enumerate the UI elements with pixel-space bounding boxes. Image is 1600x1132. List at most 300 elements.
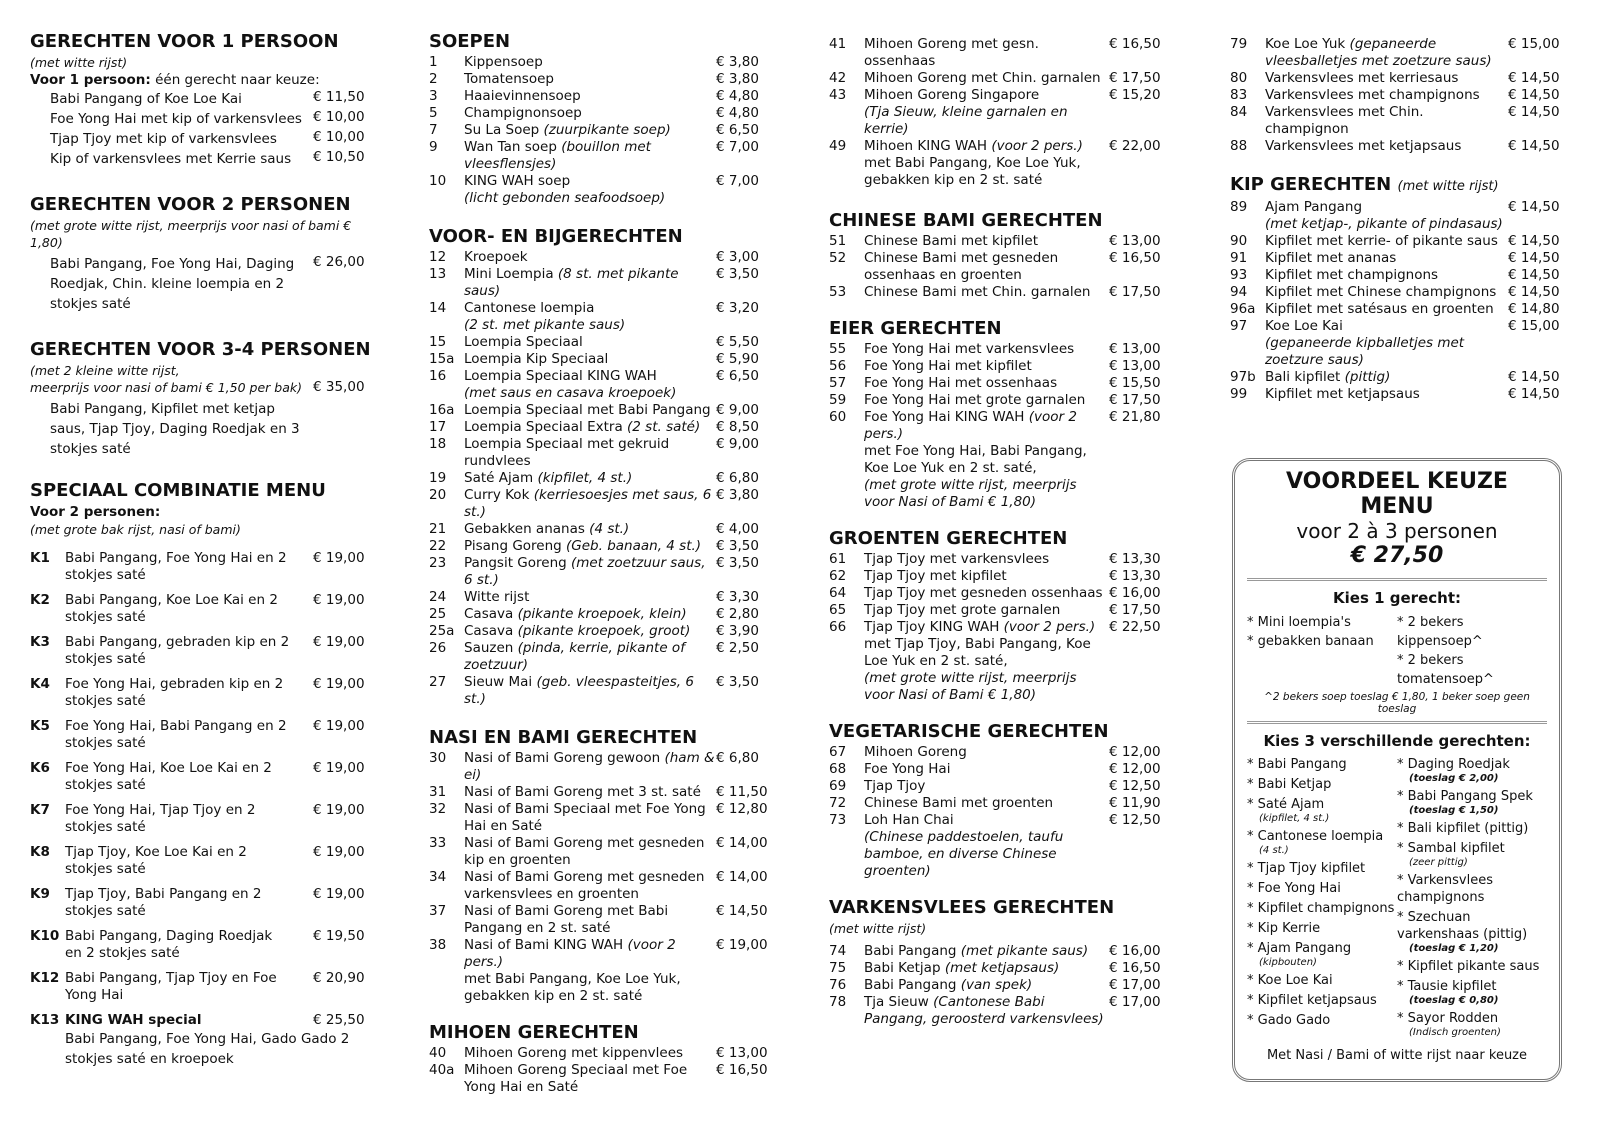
- item-price: € 19,00: [716, 937, 768, 953]
- menu-item[interactable]: [429, 54, 771, 71]
- option[interactable]: * Mini loempia's: [1247, 615, 1351, 630]
- item-number: 9: [429, 139, 438, 155]
- menu-item[interactable]: [429, 487, 771, 521]
- item-number: 97b: [1230, 369, 1256, 385]
- item-number: 27: [429, 674, 447, 690]
- item-number: [429, 385, 464, 402]
- item-description: met Foe Yong Hai, Babi Pangang, Koe Loe Yuk en 2 st. saté,: [864, 443, 1087, 476]
- combi-item[interactable]: [30, 760, 375, 794]
- menu-item[interactable]: [829, 36, 1171, 70]
- menu-item[interactable]: [429, 589, 771, 606]
- item-number: 49: [829, 138, 847, 154]
- item-price: € 4,80: [716, 105, 759, 121]
- dish-option[interactable]: * Koe Loe Kai: [1247, 973, 1333, 988]
- item-price: [1508, 216, 1570, 233]
- section-title: NASI EN BAMI GERECHTEN: [429, 727, 698, 748]
- menu-item[interactable]: [429, 300, 771, 317]
- item-name: Kipfilet met champignons: [1265, 267, 1439, 283]
- menu-item[interactable]: [829, 233, 1171, 250]
- item-note: (met ketjap-, pikante of pindasaus): [1265, 216, 1503, 232]
- dish-options: [1247, 756, 1547, 1042]
- menu-item[interactable]: [30, 109, 375, 129]
- section-1-person: [30, 30, 375, 169]
- dish-option[interactable]: * Babi Pangang: [1247, 757, 1347, 772]
- item-price: € 14,50: [1508, 138, 1560, 154]
- menu-item[interactable]: [429, 521, 771, 538]
- menu-item[interactable]: [429, 869, 771, 903]
- item-price: € 7,00: [716, 139, 759, 155]
- combi-item[interactable]: [30, 844, 375, 878]
- item-number: [1230, 216, 1265, 233]
- item-number: 34: [429, 869, 447, 885]
- item-name: Foe Yong Hai met ossenhaas: [864, 375, 1058, 391]
- item-name: Babi Pangang (van spek): [864, 977, 1033, 993]
- item-price: € 14,50: [1508, 267, 1560, 283]
- item-name: Babi Pangang, Kipfilet met ketjap saus, Tjap Tjoy, Daging Roedjak en 3 stokjes saté: [50, 401, 300, 457]
- item-price: € 14,80: [1508, 301, 1560, 317]
- item-note: (bouillon met vleesflensjes): [464, 139, 651, 172]
- menu-item[interactable]: [429, 173, 771, 190]
- item-price: € 19,00: [313, 550, 365, 566]
- item-name: Tjap Tjoy met varkensvlees: [864, 551, 1050, 567]
- menu-item[interactable]: [829, 341, 1171, 358]
- item-price: € 16,50: [1109, 36, 1161, 52]
- menu-item[interactable]: [30, 149, 375, 169]
- item-number: 94: [1230, 284, 1248, 300]
- item-name: Foe Yong Hai, Koe Loe Kai en 2 stokjes saté: [65, 760, 272, 793]
- menu-item[interactable]: [429, 801, 771, 835]
- item-number: 91: [1230, 250, 1248, 266]
- combi-item[interactable]: [30, 676, 375, 710]
- item-name: Varkensvlees met champignons: [1265, 87, 1480, 103]
- item-name: Foe Yong Hai: [864, 761, 951, 777]
- dish-option[interactable]: * Foe Yong Hai: [1247, 881, 1341, 896]
- item-name: Kipfilet met ananas: [1265, 250, 1397, 266]
- menu-item[interactable]: [429, 555, 771, 589]
- menu-item[interactable]: [429, 640, 771, 674]
- item-price: [716, 385, 771, 402]
- menu-item[interactable]: [30, 89, 375, 109]
- option[interactable]: * 2 bekers kippensoep^: [1397, 615, 1483, 649]
- item-number: 37: [429, 903, 447, 919]
- dish-option[interactable]: * Babi Ketjap: [1247, 777, 1332, 792]
- item-name: Witte rijst: [464, 589, 530, 605]
- dish-option[interactable]: * Saté Ajam (kipfilet, 4 st.): [1247, 796, 1397, 825]
- item-price: € 14,50: [1508, 386, 1560, 402]
- item-price: [1508, 335, 1570, 369]
- item-name: Varkensvlees met Chin. champignon: [1265, 104, 1424, 137]
- item-price: € 13,00: [1109, 358, 1161, 374]
- item-name: Babi Pangang, gebraden kip en 2 stokjes saté: [65, 634, 290, 667]
- item-number: 16a: [429, 402, 455, 418]
- menu-item[interactable]: [829, 284, 1171, 301]
- item-name: Nasi of Bami Speciaal met Foe Yong Hai en Saté: [464, 801, 706, 834]
- item-price: € 3,50: [716, 674, 759, 690]
- menu-item[interactable]: [829, 602, 1171, 619]
- item-number: [829, 104, 864, 138]
- dish-option[interactable]: * Szechuan varkenshaas (pittig) (toeslag € 1,20): [1397, 909, 1547, 955]
- menu-item[interactable]: [429, 139, 771, 173]
- item-price: € 10,00: [313, 129, 365, 145]
- item-price: € 12,00: [1109, 761, 1161, 777]
- menu-item[interactable]: [429, 538, 771, 555]
- item-price: [1109, 104, 1171, 138]
- item-name: Mihoen Goreng: [864, 744, 967, 760]
- menu-item[interactable]: [1230, 335, 1570, 369]
- menu-item[interactable]: [1230, 386, 1570, 403]
- dish-option[interactable]: * Varkensvlees champignons: [1397, 873, 1493, 905]
- item-number: 40: [429, 1045, 447, 1061]
- menu-item[interactable]: [829, 761, 1171, 778]
- menu-item[interactable]: [1230, 36, 1570, 70]
- item-number: 83: [1230, 87, 1248, 103]
- item-number: 1: [429, 54, 438, 70]
- supplement-note: ^2 bekers soep toeslag € 1,80, 1 beker soep geen toeslag: [1264, 691, 1530, 715]
- item-price: € 12,80: [716, 801, 768, 817]
- item-number: 69: [829, 778, 847, 794]
- item-number: 15: [429, 334, 447, 350]
- menu-item[interactable]: [429, 385, 771, 402]
- item-number: 56: [829, 358, 847, 374]
- item-name: Tjap Tjoy met kipfilet: [864, 568, 1007, 584]
- menu-item[interactable]: [429, 784, 771, 801]
- menu-item[interactable]: [30, 254, 375, 314]
- combi-item[interactable]: [30, 550, 375, 584]
- item-number: 22: [429, 538, 447, 554]
- menu-item[interactable]: [1230, 267, 1570, 284]
- menu-item[interactable]: [429, 351, 771, 368]
- item-name: Mihoen KING WAH (voor 2 pers.): [864, 138, 1083, 154]
- item-name: Loempia Speciaal KING WAH: [464, 368, 657, 384]
- item-price: € 19,00: [313, 592, 365, 608]
- box-title: VOORDEEL KEUZE MENU: [1286, 469, 1508, 519]
- combi-item[interactable]: [30, 634, 375, 668]
- combi-item[interactable]: [30, 592, 375, 626]
- menu-item[interactable]: [829, 585, 1171, 602]
- item-number: 62: [829, 568, 847, 584]
- option[interactable]: * 2 bekers tomatensoep^: [1397, 653, 1494, 687]
- item-name: [864, 104, 1109, 138]
- item-note: (2 st. saté): [627, 419, 701, 435]
- menu-list: [1230, 199, 1570, 403]
- item-note: (geb. vleespasteitjes, 6 st.): [464, 674, 694, 707]
- menu-item[interactable]: [429, 1062, 771, 1096]
- menu-item[interactable]: [829, 104, 1171, 138]
- menu-item[interactable]: [429, 937, 771, 971]
- item-price: € 15,00: [1508, 36, 1560, 52]
- item-name: Su La Soep (zuurpikante soep): [464, 122, 671, 138]
- item-price: € 7,00: [716, 173, 759, 189]
- menu-item[interactable]: [829, 250, 1171, 284]
- item-number: 14: [429, 300, 447, 316]
- item-name: Haaievinnensoep: [464, 88, 581, 104]
- item-number: 78: [829, 994, 847, 1010]
- item-price: € 14,50: [1508, 233, 1560, 249]
- item-name: Babi Pangang, Daging Roedjak en 2 stokjes saté: [65, 928, 273, 961]
- item-price: € 25,50: [313, 1012, 365, 1028]
- menu-item[interactable]: [429, 368, 771, 385]
- dish-option[interactable]: * Ajam Pangang (kipbouten): [1247, 940, 1397, 969]
- dish-option[interactable]: * Daging Roedjak (toeslag € 2,00): [1397, 756, 1547, 785]
- menu-item[interactable]: [829, 551, 1171, 568]
- item-name: Nasi of Bami Goreng met 3 st. saté: [464, 784, 701, 800]
- menu-item[interactable]: [1230, 250, 1570, 267]
- menu-item[interactable]: [829, 409, 1171, 443]
- section-note: (met witte rijst): [829, 921, 927, 936]
- item-price: € 12,50: [1109, 812, 1161, 828]
- menu-item[interactable]: [429, 71, 771, 88]
- item-price: € 10,00: [313, 109, 365, 125]
- section-title: VEGETARISCHE GERECHTEN: [829, 721, 1109, 742]
- item-price: € 3,80: [716, 487, 759, 503]
- menu-item[interactable]: [429, 903, 771, 937]
- item-note: (voor 2 pers.): [864, 409, 1077, 442]
- menu-item[interactable]: [1230, 233, 1570, 250]
- item-description: met Tjap Tjoy, Babi Pangang, Koe Loe Yuk en 2 st. saté,: [864, 636, 1091, 669]
- item-price: € 3,20: [716, 300, 759, 316]
- menu-item[interactable]: [1230, 199, 1570, 216]
- menu-item[interactable]: [1230, 301, 1570, 318]
- voordeel-menu-box: [1232, 458, 1562, 1082]
- menu-item[interactable]: [829, 977, 1171, 994]
- combi-item[interactable]: [30, 1012, 375, 1029]
- menu-item[interactable]: [429, 470, 771, 487]
- menu-item[interactable]: [429, 1045, 771, 1062]
- menu-item[interactable]: [829, 795, 1171, 812]
- menu-item[interactable]: [829, 358, 1171, 375]
- item-name: Nasi of Bami Goreng met gesneden kip en groenten: [464, 835, 705, 868]
- combi-item[interactable]: [30, 970, 375, 1004]
- menu-item[interactable]: [829, 87, 1171, 104]
- menu-item[interactable]: [829, 375, 1171, 392]
- item-number: 65: [829, 602, 847, 618]
- menu-item[interactable]: [829, 70, 1171, 87]
- item-price: € 17,50: [1109, 284, 1161, 300]
- item-name: Loempia Speciaal met Babi Pangang: [464, 402, 711, 418]
- item-price: € 13,30: [1109, 551, 1161, 567]
- menu-item[interactable]: [429, 436, 771, 470]
- combi-item[interactable]: [30, 802, 375, 836]
- menu-item[interactable]: [429, 623, 771, 640]
- box-footer: Met Nasi / Bami of witte rijst naar keuze: [1266, 1048, 1528, 1063]
- item-name: Tjap Tjoy met gesneden ossenhaas: [864, 585, 1103, 601]
- menu-item[interactable]: [829, 138, 1171, 155]
- menu-item[interactable]: [1230, 70, 1570, 87]
- item-name: Chinese Bami met groenten: [864, 795, 1054, 811]
- menu-item[interactable]: [829, 778, 1171, 795]
- item-name: Mihoen Goreng Speciaal met Foe Yong Hai en Saté: [464, 1062, 688, 1095]
- menu-item[interactable]: [829, 619, 1171, 636]
- item-price: € 35,00: [313, 379, 365, 395]
- item-number: 42: [829, 70, 847, 86]
- item-name: Pisang Goreng (Geb. banaan, 4 st.): [464, 538, 702, 554]
- item-number: 53: [829, 284, 847, 300]
- item-note: (met saus en casava kroepoek): [464, 385, 677, 401]
- menu-item[interactable]: [1230, 87, 1570, 104]
- item-price: € 19,00: [313, 676, 365, 692]
- item-price: € 14,00: [716, 869, 768, 885]
- item-name: Mihoen Goreng Singapore: [864, 87, 1040, 103]
- item-price: € 14,00: [716, 835, 768, 851]
- item-name: Curry Kok (kerriesoesjes met saus, 6 st.): [464, 487, 712, 520]
- item-number: 5: [429, 105, 438, 121]
- menu-item[interactable]: [429, 266, 771, 300]
- dish-note: (Indisch groenten): [1409, 1027, 1501, 1038]
- item-number: 15a: [429, 351, 455, 367]
- dish-option[interactable]: * Kipfilet pikante saus: [1397, 959, 1540, 974]
- item-name: Foe Yong Hai met kip of varkensvlees: [50, 111, 302, 127]
- item-price: € 13,00: [716, 1045, 768, 1061]
- menu-item[interactable]: [829, 155, 1171, 189]
- dish-option[interactable]: * Gado Gado: [1247, 1013, 1331, 1028]
- item-description: (met grote witte rijst, meerprijs voor Nasi of Bami € 1,80): [864, 670, 1077, 703]
- item-number: 84: [1230, 104, 1248, 120]
- item-price: € 13,00: [1109, 341, 1161, 357]
- menu-item[interactable]: [829, 392, 1171, 409]
- menu-item[interactable]: [429, 750, 771, 784]
- menu-list: [429, 750, 771, 971]
- item-name: [464, 385, 716, 402]
- item-price: € 12,50: [1109, 778, 1161, 794]
- item-number: 26: [429, 640, 447, 656]
- combi-item[interactable]: [30, 718, 375, 752]
- item-price: € 11,50: [313, 89, 365, 105]
- dish-option[interactable]: * Kip Kerrie: [1247, 921, 1321, 936]
- item-price: € 10,50: [313, 149, 365, 165]
- item-price: € 8,50: [716, 419, 759, 435]
- dish-option[interactable]: * Babi Pangang Spek (toeslag € 1,50): [1397, 788, 1547, 817]
- menu-item[interactable]: [429, 105, 771, 122]
- item-number: 55: [829, 341, 847, 357]
- menu-item[interactable]: [829, 744, 1171, 761]
- item-number: 32: [429, 801, 447, 817]
- dish-option[interactable]: * Bali kipfilet (pittig): [1397, 821, 1529, 836]
- menu-item[interactable]: [30, 129, 375, 149]
- item-price: € 16,50: [1109, 250, 1161, 266]
- item-name: Nasi of Bami KING WAH (voor 2 pers.): [464, 937, 676, 970]
- item-price: € 15,00: [1508, 318, 1560, 334]
- menu-item[interactable]: [1230, 216, 1570, 233]
- item-number: 33: [429, 835, 447, 851]
- item-name: Kipfilet met ketjapsaus: [1265, 386, 1420, 402]
- menu-list: [30, 89, 375, 169]
- item-number: 20: [429, 487, 447, 503]
- section-nasi: [429, 726, 771, 1005]
- item-price: € 3,50: [716, 538, 759, 554]
- menu-item[interactable]: [429, 402, 771, 419]
- section-note: (met grote witte rijst, meerprijs voor nasi of bami € 1,80): [30, 218, 352, 250]
- item-name: Kipfilet met Chinese champignons: [1265, 284, 1497, 300]
- menu-item[interactable]: [429, 334, 771, 351]
- menu-item[interactable]: [30, 379, 375, 396]
- item-number: 99: [1230, 386, 1248, 402]
- item-price: € 19,00: [313, 760, 365, 776]
- menu-item[interactable]: [429, 122, 771, 139]
- combi-item[interactable]: [30, 886, 375, 920]
- option[interactable]: * gebakken banaan: [1247, 634, 1374, 649]
- item-number: 51: [829, 233, 847, 249]
- item-name: Chinese Bami met gesneden ossenhaas en groenten: [864, 250, 1059, 283]
- item-number: K7: [30, 802, 50, 818]
- combi-item[interactable]: [30, 928, 375, 962]
- item-number: K13: [30, 1012, 60, 1028]
- dish-option[interactable]: * Tjap Tjoy kipfilet: [1247, 861, 1366, 876]
- item-number: 93: [1230, 267, 1248, 283]
- menu-item[interactable]: [829, 994, 1171, 1028]
- item-name: Koe Loe Yuk (gepaneerde vleesballetjes met zoetzure saus): [1265, 36, 1492, 69]
- menu-item[interactable]: [429, 674, 771, 708]
- dish-option[interactable]: * Cantonese loempia (4 st.): [1247, 828, 1397, 857]
- item-name: Loempia Speciaal Extra (2 st. saté): [464, 419, 701, 435]
- item-name: Babi Pangang, Tjap Tjoy en Foe Yong Hai: [65, 970, 277, 1003]
- menu-item[interactable]: [429, 835, 771, 869]
- item-price: € 17,50: [1109, 70, 1161, 86]
- section-varkensvlees: [829, 896, 1171, 1028]
- menu-item[interactable]: [829, 812, 1171, 829]
- dish-option[interactable]: * Kipfilet champignons: [1247, 901, 1395, 916]
- item-number: K6: [30, 760, 50, 776]
- item-note: (met pikante saus): [960, 943, 1089, 959]
- menu-item[interactable]: [429, 606, 771, 623]
- dish-option[interactable]: * Tausie kipfilet (toeslag € 0,80): [1397, 978, 1547, 1007]
- dish-option[interactable]: * Kipfilet ketjapsaus: [1247, 993, 1377, 1008]
- menu-item[interactable]: [829, 568, 1171, 585]
- item-name: Casava (pikante kroepoek, klein): [464, 606, 687, 622]
- choose-1-heading: Kies 1 gerecht:: [1333, 589, 1461, 607]
- menu-item[interactable]: [429, 249, 771, 266]
- menu-item[interactable]: [1230, 369, 1570, 386]
- item-price: € 5,50: [716, 334, 759, 350]
- section-combinatie: [30, 479, 375, 1069]
- item-number: K10: [30, 928, 60, 944]
- menu-item[interactable]: [429, 419, 771, 436]
- menu-item[interactable]: [1230, 318, 1570, 335]
- item-note: (kerriesoesjes met saus, 6 st.): [464, 487, 712, 520]
- item-name: Saté Ajam (kipfilet, 4 st.): [464, 470, 633, 486]
- item-number: 89: [1230, 199, 1248, 215]
- item-price: € 4,00: [716, 521, 759, 537]
- menu-item[interactable]: [1230, 284, 1570, 301]
- menu-list: [1230, 36, 1570, 155]
- dish-option[interactable]: * Sayor Rodden (Indisch groenten): [1397, 1010, 1547, 1039]
- item-number: 80: [1230, 70, 1248, 86]
- menu-item[interactable]: [829, 943, 1171, 960]
- menu-item[interactable]: [829, 960, 1171, 977]
- menu-item[interactable]: [429, 88, 771, 105]
- item-price: € 17,50: [1109, 392, 1161, 408]
- item-price: € 14,50: [1508, 369, 1560, 385]
- item-number: 31: [429, 784, 447, 800]
- item-name: Sieuw Mai (geb. vleespasteitjes, 6 st.): [464, 674, 694, 707]
- item-price: € 14,50: [1508, 199, 1560, 215]
- item-number: [429, 317, 464, 334]
- item-name: Sauzen (pinda, kerrie, pikante of zoetzuur): [464, 640, 685, 673]
- section-title: GERECHTEN VOOR 1 PERSOON: [30, 31, 339, 52]
- menu-item[interactable]: [1230, 138, 1570, 155]
- dish-option[interactable]: * Sambal kipfilet (zeer pittig): [1397, 840, 1547, 869]
- item-number: K4: [30, 676, 50, 692]
- menu-list: [429, 249, 771, 708]
- menu-item[interactable]: [429, 317, 771, 334]
- box-price: € 27,50: [1350, 543, 1444, 568]
- item-name: Loh Han Chai: [864, 812, 954, 828]
- item-price: € 3,50: [716, 266, 759, 282]
- menu-list: [829, 233, 1171, 301]
- item-number: 68: [829, 761, 847, 777]
- item-price: € 16,00: [1109, 585, 1161, 601]
- menu-item[interactable]: [1230, 104, 1570, 138]
- menu-list: [829, 36, 1171, 189]
